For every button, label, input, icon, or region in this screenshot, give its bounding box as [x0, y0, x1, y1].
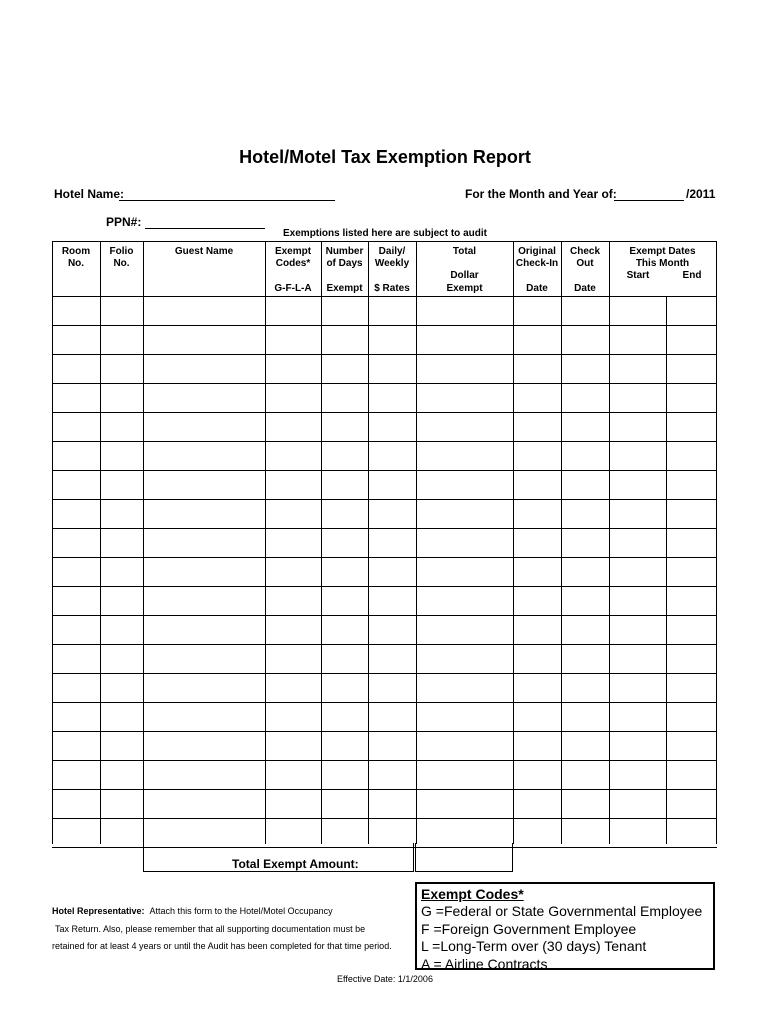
month-field[interactable]	[614, 200, 684, 201]
header-bottom-border	[52, 296, 717, 297]
header-daily-line1: Daily/	[378, 246, 406, 257]
header-check-out	[561, 246, 609, 270]
representative-line3: retained for at least 4 years or until the Audit has been completed for that time period.	[52, 941, 392, 951]
table-column-border	[100, 241, 101, 844]
exempt-codes-title: Exempt Codes*	[421, 886, 524, 902]
header-dates-line2: This Month	[635, 258, 690, 269]
table-row-border	[52, 441, 717, 442]
table-row-border	[52, 673, 717, 674]
header-number-days	[321, 246, 368, 270]
table-column-border	[368, 241, 369, 844]
header-total-exempt: Exempt	[446, 283, 483, 294]
table-column-border	[265, 241, 266, 844]
header-daily-line2: Weekly	[374, 258, 410, 269]
header-exempt-line2: Codes*	[275, 258, 311, 269]
header-guest-name: Guest Name	[174, 246, 234, 257]
representative-line1	[52, 905, 333, 917]
exempt-codes-box	[415, 882, 715, 970]
hotel-name-label: Hotel Name:	[54, 187, 125, 201]
table-column-border	[52, 241, 53, 844]
header-check-date: Date	[574, 283, 596, 294]
report-title: Hotel/Motel Tax Exemption Report	[239, 147, 531, 167]
exemption-table	[52, 241, 716, 843]
header-start: Start	[626, 270, 650, 281]
header-folio-line2: No.	[113, 258, 130, 269]
header-daily-weekly	[368, 246, 416, 270]
effective-date: Effective Date: 1/1/2006	[337, 974, 433, 984]
table-row-border	[52, 470, 717, 471]
table-column-border	[513, 241, 514, 844]
table-column-border	[609, 241, 610, 844]
header-orig-date: Date	[526, 283, 548, 294]
representative-text-1: Attach this form to the Hotel/Motel Occupancy	[149, 906, 333, 916]
header-end: End	[682, 270, 702, 281]
header-folio	[100, 246, 143, 270]
total-amount-cell[interactable]	[415, 843, 513, 872]
table-top-border	[52, 241, 717, 242]
header-number-line2: of Days	[326, 258, 363, 269]
header-daily-rates: $ Rates	[374, 283, 410, 294]
representative-line2: Tax Return. Also, please remember that all supporting documentation must be	[55, 924, 366, 934]
table-row-border	[52, 499, 717, 500]
table-row-border	[52, 789, 717, 790]
code-l: L =Long-Term over (30 days) Tenant	[421, 938, 647, 954]
table-column-border	[321, 241, 322, 844]
code-f: F =Foreign Government Employee	[421, 920, 637, 937]
table-row-border	[52, 586, 717, 587]
table-column-border	[143, 241, 144, 844]
table-row-border	[52, 412, 717, 413]
header-room-line1: Room	[61, 246, 91, 257]
header-exempt-codes	[265, 246, 321, 270]
header-room	[52, 246, 100, 270]
table-row-border	[52, 354, 717, 355]
table-row-border	[52, 760, 717, 761]
code-g: G =Federal or State Governmental Employee	[421, 903, 703, 919]
table-row-border	[52, 818, 717, 819]
representative-label: Hotel Representative:	[52, 906, 145, 916]
audit-note: Exemptions listed here are subject to audit	[283, 228, 487, 239]
header-exempt-dates	[609, 246, 716, 270]
table-row-border	[52, 731, 717, 732]
table-row-border	[52, 325, 717, 326]
header-number-exempt: Exempt	[326, 283, 363, 294]
table-row-border	[52, 615, 717, 616]
header-original-checkin	[513, 246, 561, 270]
year-suffix: /2011	[686, 187, 716, 201]
header-orig-line1: Original	[518, 246, 556, 257]
month-year-label: For the Month and Year of:	[465, 187, 617, 201]
header-folio-line1: Folio	[109, 246, 134, 257]
table-row-border	[52, 383, 717, 384]
header-exempt-line1: Exempt	[274, 246, 312, 257]
header-dates-line1: Exempt Dates	[629, 246, 696, 257]
table-column-border	[666, 296, 667, 844]
table-row-border	[52, 644, 717, 645]
table-column-border	[561, 241, 562, 844]
table-column-border	[716, 241, 717, 844]
hotel-name-field[interactable]	[119, 200, 335, 201]
header-total: Total	[452, 246, 477, 257]
ppn-label: PPN#:	[106, 215, 142, 229]
header-check-line2: Out	[576, 258, 594, 269]
header-number-line1: Number	[325, 246, 364, 257]
header-room-line2: No.	[67, 258, 85, 269]
table-row-border	[52, 557, 717, 558]
table-row-border	[52, 702, 717, 703]
header-orig-line2: Check-In	[515, 258, 559, 269]
header-exempt-gfla: G-F-L-A	[274, 283, 312, 294]
header-check-line1: Check	[569, 246, 600, 257]
code-a: A = Airline Contracts	[421, 955, 548, 972]
table-column-border	[416, 241, 417, 844]
header-total-dollar: Dollar	[450, 270, 479, 281]
table-row-border	[52, 528, 717, 529]
total-exempt-label: Total Exempt Amount:	[232, 857, 359, 871]
